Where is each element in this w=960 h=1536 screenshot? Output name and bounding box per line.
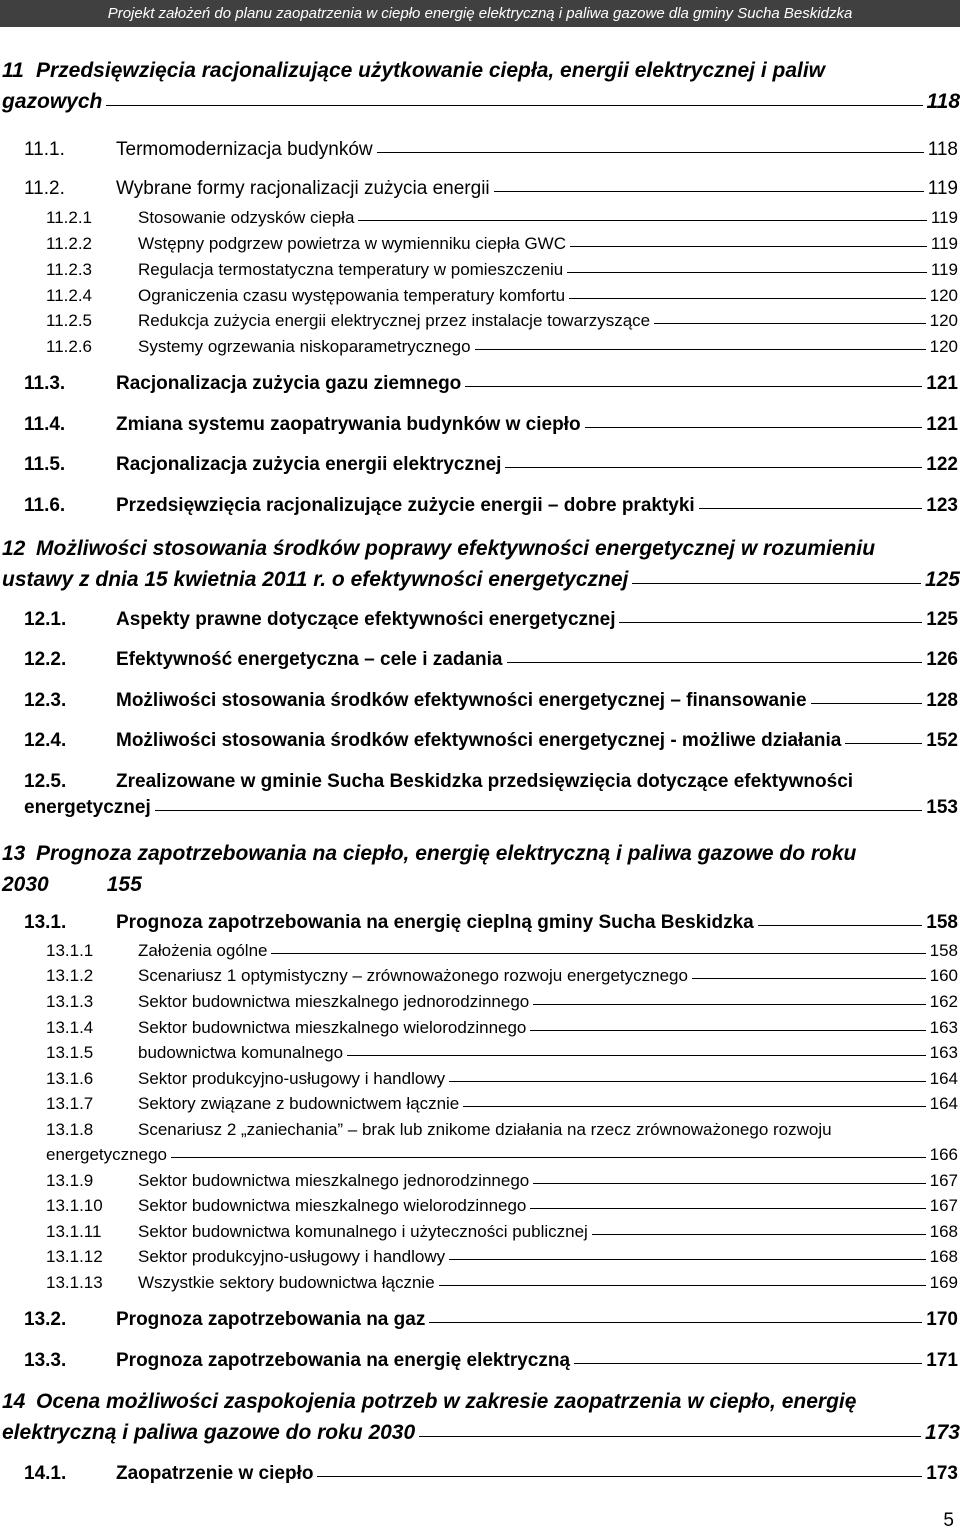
toc-entry[interactable] (0, 308, 960, 333)
toc-number: 13.1.2 (46, 966, 94, 985)
toc-page: 120 (929, 337, 958, 356)
toc-entry[interactable] (0, 1386, 960, 1448)
toc-entry[interactable] (0, 910, 960, 936)
toc-title-continuation: elektryczną i paliwa gazowe do roku 2030 (2, 1421, 416, 1444)
toc-entry[interactable] (0, 1244, 960, 1269)
toc-page: 120 (929, 286, 958, 305)
toc-title: Ocena możliwości zaspokojenia potrzeb w zakresie zaopatrzenia w ciepło, energię (36, 1390, 857, 1413)
toc-entry[interactable] (0, 533, 960, 595)
toc-leader (592, 1234, 926, 1235)
toc-leader (507, 662, 923, 663)
toc-page: 120 (929, 311, 958, 330)
toc-page: 166 (929, 1145, 958, 1164)
toc-number: 13.1.10 (46, 1196, 103, 1215)
toc-entry[interactable] (0, 1015, 960, 1040)
toc-leader (699, 508, 923, 509)
header-title: Projekt założeń do planu zaopatrzenia w ciepło energię elektryczną i paliwa gazowe dla gminy Sucha Beskidzka (107, 5, 853, 22)
toc-number: 13.1.7 (46, 1094, 94, 1113)
toc-page: 162 (929, 992, 958, 1011)
toc-title: budownictwa komunalnego (138, 1043, 344, 1062)
toc-leader (632, 583, 921, 584)
toc-page: 153 (926, 797, 958, 818)
toc-page: 123 (926, 495, 958, 516)
toc-title: Racjonalizacja zużycia gazu ziemnego (116, 373, 462, 394)
toc-leader (533, 1183, 925, 1184)
toc-title: Stosowanie odzysków ciepła (138, 208, 355, 227)
toc-page: 155 (106, 873, 142, 896)
toc-leader (449, 1081, 926, 1082)
toc-number: 14 (2, 1390, 26, 1413)
toc-page: 152 (926, 730, 958, 751)
toc-title-continuation: energetycznej (24, 797, 151, 818)
toc-leader (463, 1106, 925, 1107)
toc-title: Zmiana systemu zaopatrywania budynków w ciepło (116, 414, 581, 435)
toc-title: Przedsięwzięcia racjonalizujące zużycie energii – dobre praktyki (116, 495, 695, 516)
toc-title: Regulacja termostatyczna temperatury w pomieszczeniu (138, 260, 564, 279)
toc-title: Zrealizowane w gminie Sucha Beskidzka przedsięwzięcia dotyczące efektywności (116, 771, 854, 792)
toc-entry[interactable] (0, 838, 960, 900)
toc-leader (271, 953, 925, 954)
toc-leader (429, 1322, 922, 1323)
toc-entry[interactable] (0, 1348, 960, 1374)
toc-leader (317, 1476, 922, 1477)
toc-page: 122 (926, 454, 958, 475)
toc-entry[interactable] (0, 989, 960, 1014)
toc-entry[interactable] (0, 647, 960, 673)
toc-entry[interactable] (0, 231, 960, 256)
toc-leader (758, 925, 923, 926)
toc-number: 13.1.6 (46, 1069, 94, 1088)
toc-entry[interactable] (0, 728, 960, 754)
toc-title: Redukcja zużycia energii elektrycznej przez instalacje towarzyszące (138, 311, 651, 330)
toc-page: 163 (929, 1043, 958, 1062)
toc-page: 119 (930, 260, 958, 279)
toc-page: 171 (926, 1350, 958, 1371)
toc-title: Termomodernizacja budynków (116, 139, 373, 160)
toc-number: 13.2. (24, 1309, 67, 1330)
toc-title: Ograniczenia czasu występowania temperatury komfortu (138, 286, 566, 305)
toc-entry[interactable] (0, 371, 960, 397)
toc-leader (106, 105, 922, 106)
toc-number: 13 (2, 842, 26, 865)
toc-title: Wstępny podgrzew powietrza w wymienniku ciepła GWC (138, 234, 566, 253)
toc-title: Założenia ogólne (138, 941, 268, 960)
toc-entry[interactable] (0, 1461, 960, 1487)
toc-leader (845, 743, 922, 744)
toc-page: 158 (929, 941, 958, 960)
toc-page: 119 (927, 178, 958, 199)
toc-title: Sektor budownictwa komunalnego i użyteczności publicznej (138, 1222, 588, 1241)
toc-title: Prognoza zapotrzebowania na gaz (116, 1309, 426, 1330)
toc-entry[interactable] (0, 257, 960, 282)
toc-number: 13.1.4 (46, 1018, 94, 1037)
toc-entry[interactable] (0, 769, 960, 821)
toc-number: 12.3. (24, 690, 67, 711)
toc-page: 164 (929, 1069, 958, 1088)
toc-number: 14.1. (24, 1463, 67, 1484)
toc-leader (654, 323, 926, 324)
toc-entry[interactable] (0, 55, 960, 117)
toc-title-continuation: ustawy z dnia 15 kwietnia 2011 r. o efektywności energetycznej (2, 568, 629, 591)
toc-page: 167 (929, 1196, 958, 1215)
toc-entry[interactable] (0, 1066, 960, 1091)
toc-number: 11.6. (24, 495, 66, 516)
toc-number: 13.1.3 (46, 992, 94, 1011)
toc-number: 11.2.6 (46, 337, 93, 356)
toc-entry[interactable] (0, 283, 960, 308)
toc-number: 12.1. (24, 609, 67, 630)
toc-number: 13.1.11 (46, 1222, 102, 1241)
toc-page: 168 (929, 1222, 958, 1241)
toc-page: 126 (926, 649, 958, 670)
toc-number: 11.4. (24, 414, 66, 435)
toc-title: Sektor budownictwa mieszkalnego wielorodzinnego (138, 1018, 527, 1037)
toc-number: 13.1.5 (46, 1043, 94, 1062)
toc-title: Systemy ogrzewania niskoparametrycznego (138, 337, 471, 356)
toc-number: 11.2.5 (46, 311, 93, 330)
toc-title: Wybrane formy racjonalizacji zużycia energii (116, 178, 490, 199)
toc-page: 163 (929, 1018, 958, 1037)
toc-number: 13.1. (24, 912, 67, 933)
toc-number: 11 (2, 59, 24, 82)
toc-entry[interactable] (0, 176, 960, 202)
toc-entry[interactable] (0, 1117, 960, 1167)
toc-page: 170 (926, 1309, 958, 1330)
toc-title: Możliwości stosowania środków efektywności energetycznej – finansowanie (116, 690, 807, 711)
toc-leader (155, 810, 923, 811)
toc-entry[interactable] (0, 137, 960, 163)
toc-number: 12 (2, 537, 26, 560)
toc-leader (465, 386, 922, 387)
toc-leader (449, 1259, 926, 1260)
toc-leader (171, 1157, 926, 1158)
toc-entry[interactable] (0, 688, 960, 714)
toc-number: 11.3. (24, 373, 66, 394)
toc-leader (574, 1363, 922, 1364)
toc-title: Prognoza zapotrzebowania na ciepło, energię elektryczną i paliwa gazowe do roku (36, 842, 857, 865)
toc-title: Zaopatrzenie w ciepło (116, 1463, 314, 1484)
toc-page: 158 (926, 912, 958, 933)
toc-title-continuation: energetycznego (46, 1145, 167, 1164)
toc-page: 119 (930, 234, 958, 253)
toc-leader (619, 622, 922, 623)
toc-entry[interactable] (0, 452, 960, 478)
toc-page: 164 (929, 1094, 958, 1113)
toc-page: 168 (929, 1247, 958, 1266)
toc-title: Sektor budownictwa mieszkalnego jednorodzinnego (138, 992, 530, 1011)
toc-page: 121 (926, 414, 958, 435)
toc-number: 11.2. (24, 178, 65, 199)
toc-page: 173 (924, 1421, 960, 1444)
toc-title: Sektor produkcyjno-usługowy i handlowy (138, 1069, 446, 1088)
toc-entry[interactable] (0, 493, 960, 519)
toc-title: Przedsięwzięcia racjonalizujące użytkowanie ciepła, energii elektrycznej i paliw (36, 59, 825, 82)
toc-entry[interactable] (0, 1307, 960, 1333)
toc-page: 169 (929, 1273, 958, 1292)
toc-leader (439, 1285, 926, 1286)
toc-page: 121 (926, 373, 958, 394)
toc-number: 12.5. (24, 771, 67, 792)
toc-entry[interactable] (0, 334, 960, 359)
toc-leader (419, 1436, 921, 1437)
toc-entry[interactable] (0, 1040, 960, 1065)
toc-leader (475, 349, 926, 350)
toc-page: 118 (927, 139, 958, 160)
toc-leader (505, 467, 922, 468)
toc-entry[interactable] (0, 1219, 960, 1244)
toc-number: 11.2.4 (46, 286, 93, 305)
toc-title: Sektor produkcyjno-usługowy i handlowy (138, 1247, 446, 1266)
toc-number: 11.2.1 (46, 208, 93, 227)
toc-page: 128 (926, 690, 958, 711)
toc-leader (692, 978, 926, 979)
toc-title: Aspekty prawne dotyczące efektywności energetycznej (116, 609, 616, 630)
toc-title: Racjonalizacja zużycia energii elektrycznej (116, 454, 502, 475)
toc-leader (567, 272, 927, 273)
toc-page: 125 (926, 609, 958, 630)
toc-title: Prognoza zapotrzebowania na energię cieplną gminy Sucha Beskidzka (116, 912, 754, 933)
toc-leader (811, 703, 923, 704)
toc-leader (377, 152, 924, 153)
toc-leader (347, 1055, 926, 1056)
toc-title: Scenariusz 2 „zaniechania” – brak lub znikome działania na rzecz zrównoważonego rozwoju (138, 1120, 832, 1139)
toc-title: Możliwości stosowania środków efektywności energetycznej - możliwe działania (116, 730, 842, 751)
toc-entry[interactable] (0, 1193, 960, 1218)
toc-number: 12.4. (24, 730, 67, 751)
toc-leader (569, 298, 926, 299)
toc-leader (533, 1004, 925, 1005)
toc-title: Sektor budownictwa mieszkalnego jednorodzinnego (138, 1171, 530, 1190)
toc-number: 12.2. (24, 649, 67, 670)
toc-number: 11.2.2 (46, 234, 93, 253)
toc-number: 13.1.12 (46, 1247, 103, 1266)
toc-title: Możliwości stosowania środków poprawy efektywności energetycznej w rozumieniu (36, 537, 876, 560)
toc-number: 13.3. (24, 1350, 67, 1371)
toc-leader (358, 220, 926, 221)
toc-number: 11.5. (24, 454, 66, 475)
toc-number: 13.1.1 (46, 941, 94, 960)
toc-title-continuation: gazowych (2, 90, 103, 113)
toc-leader (570, 246, 927, 247)
toc-page: 173 (926, 1463, 958, 1484)
toc-title: Scenariusz 1 optymistyczny – zrównoważonego rozwoju energetycznego (138, 966, 688, 985)
toc-entry[interactable] (0, 1168, 960, 1193)
toc-leader (494, 191, 924, 192)
toc-page: 160 (929, 966, 958, 985)
toc-title-continuation: 2030 (2, 873, 49, 896)
toc-number: 13.1.8 (46, 1120, 94, 1139)
toc-title: Sektory związane z budownictwem łącznie (138, 1094, 460, 1113)
toc-title: Efektywność energetyczna – cele i zadania (116, 649, 503, 670)
toc-page: 167 (929, 1171, 958, 1190)
toc-number: 13.1.9 (46, 1171, 94, 1190)
toc-title: Wszystkie sektory budownictwa łącznie (138, 1273, 435, 1292)
toc-entry[interactable] (0, 938, 960, 963)
toc-title: Prognoza zapotrzebowania na energię elektryczną (116, 1350, 571, 1371)
toc-entry[interactable] (0, 1091, 960, 1116)
toc-number: 11.1. (24, 139, 65, 160)
toc-entry[interactable] (0, 205, 960, 230)
toc-number: 11.2.3 (46, 260, 93, 279)
toc-page: 119 (930, 208, 958, 227)
toc-page: 125 (924, 568, 960, 591)
toc-entry[interactable] (0, 1270, 960, 1295)
toc-leader (530, 1030, 925, 1031)
toc-page: 118 (926, 90, 960, 113)
toc-leader (585, 427, 923, 428)
toc-entry[interactable] (0, 412, 960, 438)
toc-leader (530, 1208, 925, 1209)
document-header (0, 0, 960, 27)
toc-entry[interactable] (0, 607, 960, 633)
toc-entry[interactable] (0, 963, 960, 988)
toc-number: 13.1.13 (46, 1273, 103, 1292)
page-number: 5 (943, 1510, 954, 1531)
toc-title: Sektor budownictwa mieszkalnego wielorodzinnego (138, 1196, 527, 1215)
